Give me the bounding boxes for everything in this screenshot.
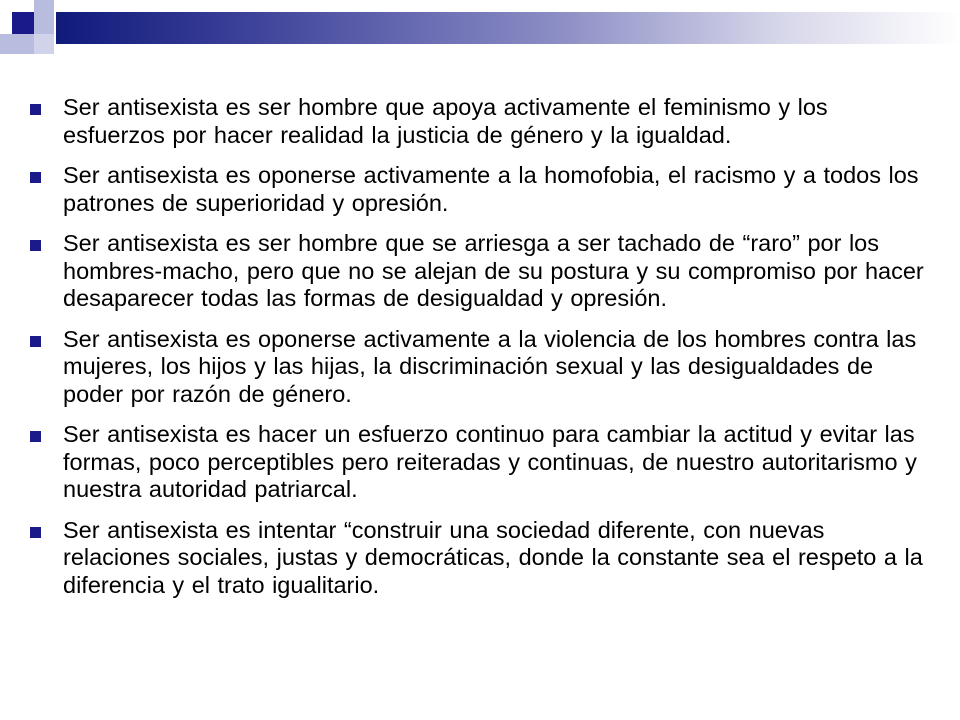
bullet-item [30, 421, 930, 504]
bullet-text: Ser antisexista es ser hombre que apoya activamente el feminismo y los esfuerzos por hacer realidad la justicia de género y la igualdad. [63, 94, 828, 148]
header-gradient-bar [56, 12, 960, 44]
square-bullet-icon [30, 240, 41, 251]
decor-square-dark [12, 12, 34, 34]
bullet-list [30, 94, 930, 612]
header-decoration [0, 0, 960, 60]
bullet-text: Ser antisexista es ser hombre que se arriesga a ser tachado de “raro” por los hombres-macho, pero que no se alejan de su postura y su compromiso por hacer desaparecer todas las formas de desigualdad y opresión. [63, 230, 924, 311]
square-bullet-icon [30, 527, 41, 538]
bullet-text: Ser antisexista es hacer un esfuerzo continuo para cambiar la actitud y evitar las formas, poco perceptibles pero reiteradas y continuas, de nuestro autoritarismo y nuestra autoridad patriarcal. [63, 421, 917, 502]
decor-square-light [0, 34, 34, 54]
bullet-item [30, 517, 930, 600]
bullet-text: Ser antisexista es oponerse activamente a la homofobia, el racismo y a todos los patrones de superioridad y opresión. [63, 162, 919, 216]
square-bullet-icon [30, 172, 41, 183]
square-bullet-icon [30, 431, 41, 442]
square-bullet-icon [30, 104, 41, 115]
decor-square-light [34, 0, 54, 34]
bullet-item [30, 94, 930, 149]
square-bullet-icon [30, 336, 41, 347]
bullet-text: Ser antisexista es intentar “construir una sociedad diferente, con nuevas relaciones sociales, justas y democráticas, donde la constante sea el respeto a la diferencia y el trato igualitario. [63, 516, 923, 598]
bullet-item [30, 230, 930, 313]
bullet-item [30, 162, 930, 217]
decor-square-mid [34, 34, 54, 54]
bullet-item [30, 326, 930, 409]
bullet-text: Ser antisexista es oponerse activamente a la violencia de los hombres contra las mujeres, los hijos y las hijas, la discriminación sexual y las desigualdades de poder por razón de género. [63, 325, 917, 407]
